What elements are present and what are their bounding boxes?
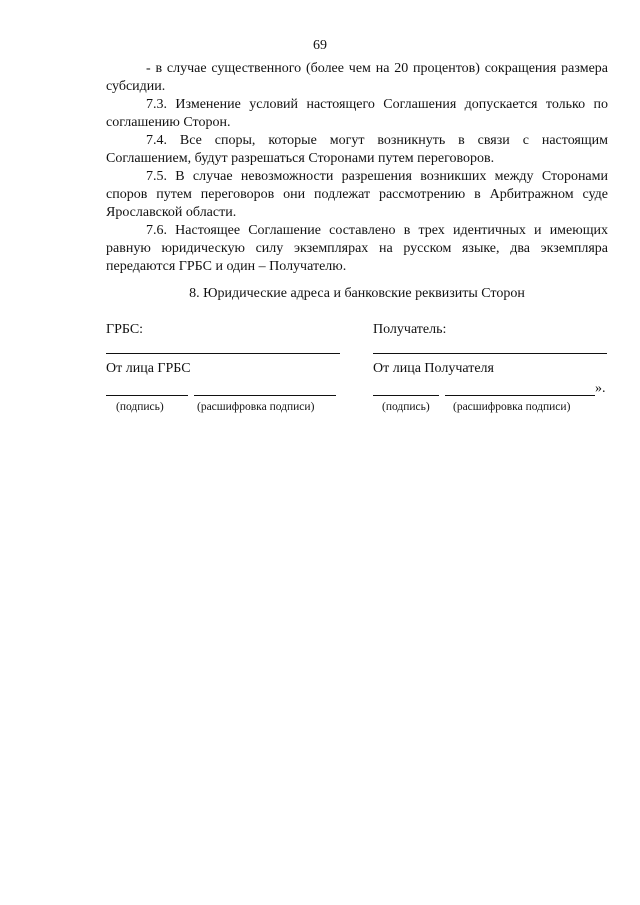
recipient-sign-label: (подпись) bbox=[382, 401, 430, 413]
recipient-decode-label: (расшифровка подписи) bbox=[453, 401, 571, 413]
recipient-name-line bbox=[373, 353, 607, 354]
section-title: 8. Юридические адреса и банковские реквизиты Сторон bbox=[189, 286, 525, 301]
recipient-on-behalf: От лица Получателя bbox=[373, 361, 494, 376]
page-number: 69 bbox=[313, 38, 327, 53]
paragraph-7-4: 7.4. Все споры, которые могут возникнуть в связи с настоящим Соглашением, будут разрешаться Сторонами путем переговоров. bbox=[106, 133, 608, 166]
grbs-name-line bbox=[106, 353, 340, 354]
paragraph-subsidy-reduction: - в случае существенного (более чем на 20 процентов) сокращения размера субсидии. bbox=[106, 61, 608, 94]
grbs-on-behalf: От лица ГРБС bbox=[106, 361, 191, 376]
grbs-decode-line bbox=[194, 395, 336, 396]
grbs-sign-label: (подпись) bbox=[116, 401, 164, 413]
grbs-party-label: ГРБС: bbox=[106, 322, 144, 337]
paragraph-7-6: 7.6. Настоящее Соглашение составлено в трех идентичных и имеющих равную юридическую силу экземплярах на русском языке, два экземпляра передаются ГРБС и один – Получателю. bbox=[106, 223, 608, 274]
paragraph-7-5: 7.5. В случае невозможности разрешения возникших между Сторонами споров путем переговоров они подлежат рассмотрению в Арбитражном суде Ярославской области. bbox=[106, 169, 608, 220]
paragraph-7-3: 7.3. Изменение условий настоящего Соглашения допускается только по соглашению Сторон. bbox=[106, 97, 608, 130]
recipient-closing-quote: ». bbox=[595, 381, 606, 396]
recipient-signature-line bbox=[373, 395, 439, 396]
recipient-decode-line bbox=[445, 395, 595, 396]
agreement-text bbox=[106, 60, 608, 276]
grbs-decode-label: (расшифровка подписи) bbox=[197, 401, 315, 413]
grbs-signature-line bbox=[106, 395, 188, 396]
recipient-party-label: Получатель: bbox=[373, 322, 447, 337]
